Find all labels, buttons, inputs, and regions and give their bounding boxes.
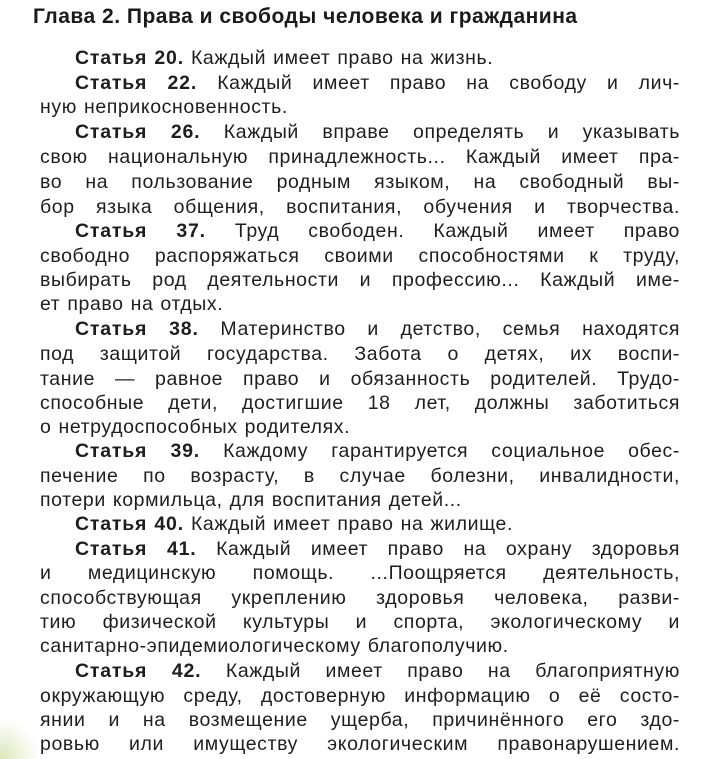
text-line: ную неприкосновенность. [40,96,288,118]
article-text: Каждому гарантируется социальное обес- [200,440,680,462]
article-text: Каждый имеет право на жизнь. [183,47,494,69]
article-label: Статья 26. [75,121,201,143]
article-label: Статья 41. [75,538,197,560]
text-line [75,439,680,463]
text-line: янии и на возмещение ущерба, причинённого его здо- [40,709,680,731]
article-text: Каждый имеет право на благоприятную [201,660,681,682]
page-corner-tint [0,721,38,759]
text-line: тию физической культуры и спорта, экологическому и [40,611,680,633]
text-line: и медицинскую помощь. ...Поощряется деятельность, [40,562,680,584]
article-label: Статья 38. [75,318,199,340]
text-line: тание — равное право и обязанность родителей. Трудо- [40,368,680,390]
text-line: окружающую среду, достоверную информацию о её состо- [40,685,680,707]
article-text: Каждый имеет право на охрану здоровья [196,538,680,560]
text-line: потери кормильца, для воспитания детей... [40,489,462,511]
article-text: Материнство и детство, семья находятся [198,318,680,340]
text-line: печение по возрасту, в случае болезни, инвалидности, [40,465,680,487]
text-line: способствующая укреплению здоровья человека, разви- [40,587,680,609]
text-line [75,537,680,561]
article-label: Статья 20. [75,47,184,69]
text-line: способные дети, достигшие 18 лет, должны заботиться [40,392,680,414]
text-line: выбирать род деятельности и профессию... Каждый име- [40,269,680,291]
article-label: Статья 42. [75,660,202,682]
article-text: Каждый вправе определять и указывать [200,121,680,143]
text-line: санитарно-эпидемиологическому благополучию. [40,635,509,657]
article-text: Каждый имеет право на свободу и лич- [197,72,681,94]
chapter-title: Глава 2. Права и свободы человека и гражданина [33,5,578,28]
text-line [75,659,680,683]
text-line [75,120,680,144]
text-line [75,71,680,95]
text-line [75,317,680,341]
text-line: ровью или имуществу экологическим правонарушением. [40,733,680,755]
text-line [75,46,493,70]
article-label: Статья 40. [75,513,184,535]
text-line: бор языка общения, воспитания, обучения и творчества. [40,196,680,218]
text-line: свою национальную принадлежность... Каждый имеет пра- [40,146,680,168]
text-line: под защитой государства. Забота о детях, их воспи- [40,343,680,365]
article-label: Статья 22. [75,72,198,94]
article-label: Статья 39. [75,440,200,462]
article-text: Каждый имеет право на жилище. [183,513,513,535]
text-line: ет право на отдых. [40,293,224,315]
article-text: Труд свободен. Каждый имеет право [205,220,680,242]
text-line: о нетрудоспособных родителях. [40,416,351,438]
text-line [75,219,680,243]
text-line: во на пользование родным языком, на свободный вы- [40,171,680,193]
article-label: Статья 37. [75,220,206,242]
text-line [75,512,513,536]
text-line: свободно распоряжаться своими способностями к труду, [40,245,680,267]
